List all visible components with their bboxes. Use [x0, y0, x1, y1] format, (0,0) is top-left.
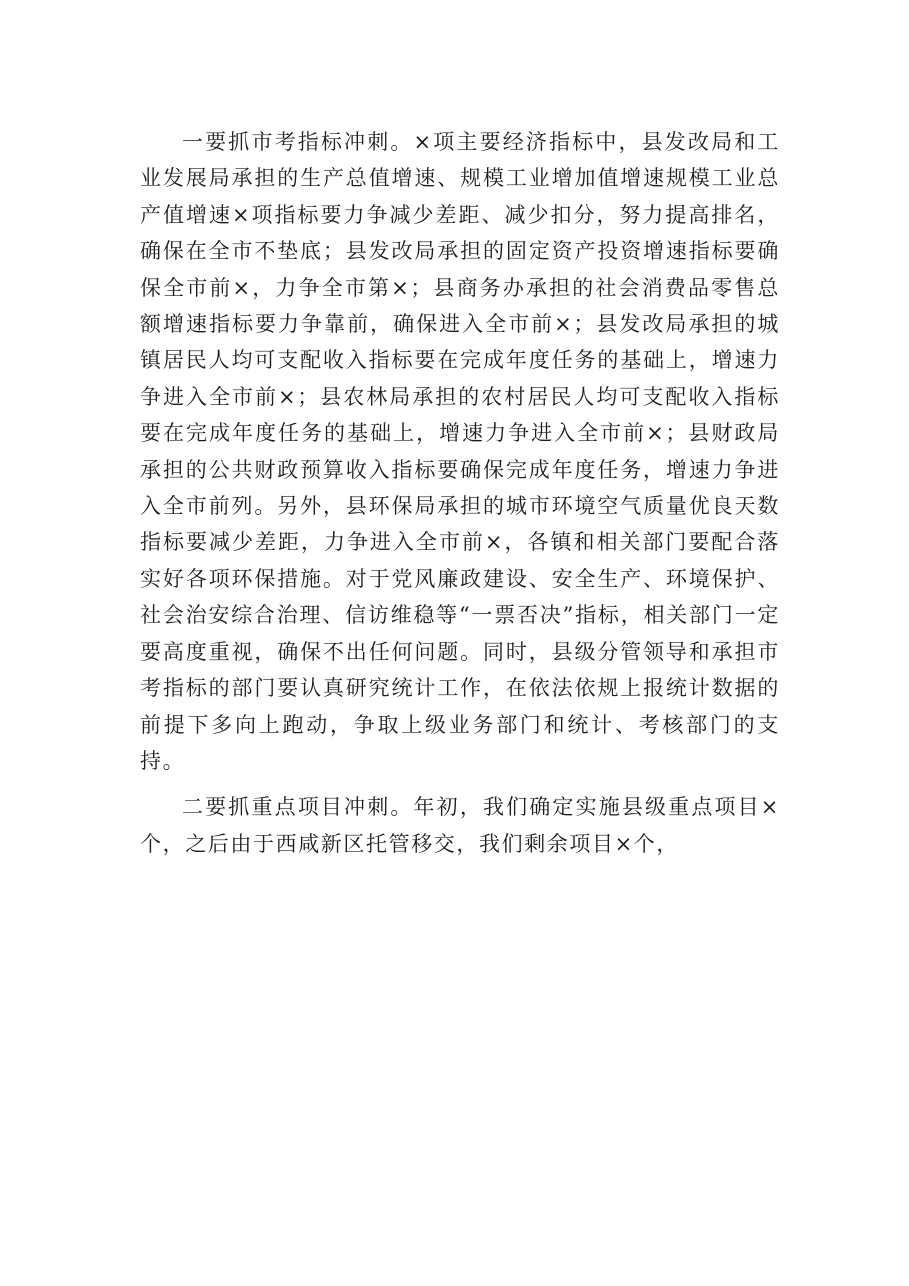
paragraph-2: 二要抓重点项目冲刺。年初，我们确定实施县级重点项目×个，之后由于西咸新区托管移交，我们剩余项目×个，	[140, 795, 780, 856]
paragraph-1: 一要抓市考指标冲刺。×项主要经济指标中，县发改局和工业发展局承担的生产总值增速、规模工业增加值增速规模工业总产值增速×项指标要力争减少差距、减少扣分，努力提高排名，确保在全市不垫底；县发改局承担的固定资产投资增速指标要确保全市前×，力争全市第×；县商务办承担的社会消费品零售总额增速指标要力争靠前，确保进入全市前×；县发改局承担的城镇居民人均可支配收入指标要在完成年度任务的基础上，增速力争进入全市前×；县农林局承担的农村居民人均可支配收入指标要在完成年度任务的基础上，增速力争进入全市前×；县财政局承担的公共财政预算收入指标要确保完成年度任务，增速力争进入全市前列。另外，县环保局承担的城市环境空气质量优良天数指标要减少差距，力争进入全市前×，各镇和相关部门要配合落实好各项环保措施。对于党风廉政建设、安全生产、环境保护、社会治安综合治理、信访维稳等“一票否决”指标，相关部门一定要高度重视，确保不出任何问题。同时，县级分管领导和承担市考指标的部门要认真研究统计工作，在依法依规上报统计数据的前提下多向上跑动，争取上级业务部门和统计、考核部门的支持。	[140, 130, 780, 773]
document-body	[140, 124, 780, 862]
